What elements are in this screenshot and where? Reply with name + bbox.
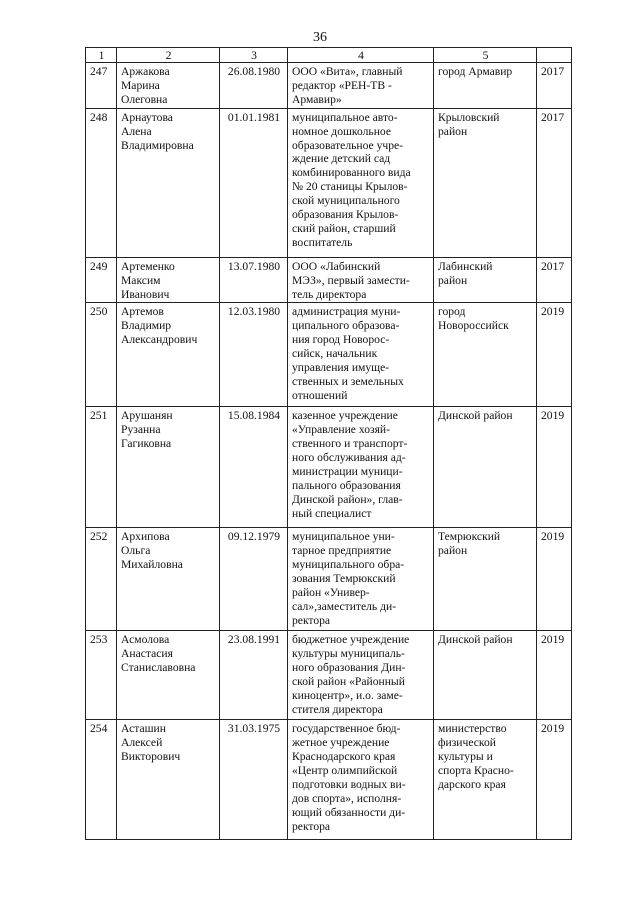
person-name: Арушанян Рузанна Гагиковна bbox=[117, 407, 220, 528]
row-number: 247 bbox=[86, 63, 117, 109]
region: город Новороссийск bbox=[434, 303, 537, 407]
header-cell: 2 bbox=[117, 48, 220, 63]
table-row bbox=[86, 303, 572, 407]
workplace: муниципальное авто- номное дошкольное образовательное учре- ждение детский сад комбинированного вида № 20 станицы Крылов- ской муниципального образования Крылов- ский район, старший воспитатель bbox=[288, 108, 434, 257]
header-cell: 4 bbox=[288, 48, 434, 63]
birth-date: 01.01.1981 bbox=[220, 108, 288, 257]
row-number: 250 bbox=[86, 303, 117, 407]
person-name: Арнаутова Алена Владимировна bbox=[117, 108, 220, 257]
row-number: 251 bbox=[86, 407, 117, 528]
birth-date: 09.12.1979 bbox=[220, 528, 288, 631]
header-cell bbox=[537, 48, 572, 63]
person-name: Асмолова Анастасия Станиславовна bbox=[117, 631, 220, 720]
birth-date: 26.08.1980 bbox=[220, 63, 288, 109]
person-name: Аржакова Марина Олеговна bbox=[117, 63, 220, 109]
year: 2019 bbox=[537, 720, 572, 840]
region: Крыловский район bbox=[434, 108, 537, 257]
header-cell: 3 bbox=[220, 48, 288, 63]
table-row bbox=[86, 257, 572, 303]
row-number: 249 bbox=[86, 257, 117, 303]
year: 2017 bbox=[537, 63, 572, 109]
region: Динской район bbox=[434, 407, 537, 528]
region: Темрюкский район bbox=[434, 528, 537, 631]
table-row bbox=[86, 631, 572, 720]
birth-date: 12.03.1980 bbox=[220, 303, 288, 407]
birth-date: 13.07.1980 bbox=[220, 257, 288, 303]
row-number: 252 bbox=[86, 528, 117, 631]
person-name: Артеменко Максим Иванович bbox=[117, 257, 220, 303]
workplace: бюджетное учреждение культуры муниципаль- ного образования Дин- ской район «Районный киноцентр», и.о. заме- стителя директора bbox=[288, 631, 434, 720]
registry-table bbox=[85, 47, 572, 840]
row-number: 254 bbox=[86, 720, 117, 840]
workplace: казенное учреждение «Управление хозяй- ственного и транспорт- ного обслуживания ад- министрации муници- пального образования Динской район», глав- ный специалист bbox=[288, 407, 434, 528]
workplace: администрация муни- ципального образова- ния город Новорос- сийск, начальник управления имуще- ственных и земельных отношений bbox=[288, 303, 434, 407]
region: город Армавир bbox=[434, 63, 537, 109]
birth-date: 15.08.1984 bbox=[220, 407, 288, 528]
page-number: 36 bbox=[313, 30, 327, 45]
header-cell: 1 bbox=[86, 48, 117, 63]
table-row bbox=[86, 528, 572, 631]
workplace: ООО «Вита», главный редактор «РЕН-ТВ - Армавир» bbox=[288, 63, 434, 109]
year: 2019 bbox=[537, 631, 572, 720]
table-row bbox=[86, 63, 572, 109]
year: 2017 bbox=[537, 257, 572, 303]
region: Динской район bbox=[434, 631, 537, 720]
table-row bbox=[86, 407, 572, 528]
workplace: ООО «Лабинский МЭЗ», первый замести- тель директора bbox=[288, 257, 434, 303]
year: 2017 bbox=[537, 108, 572, 257]
workplace: государственное бюд- жетное учреждение Краснодарского края «Центр олимпийской подготовки водных ви- дов спорта», исполня- ющий обязанности ди- ректора bbox=[288, 720, 434, 840]
region: Лабинский район bbox=[434, 257, 537, 303]
header-row bbox=[86, 48, 572, 63]
workplace: муниципальное уни- тарное предприятие муниципального обра- зования Темрюкский район «Универ- сал»,заместитель ди- ректора bbox=[288, 528, 434, 631]
table-row bbox=[86, 108, 572, 257]
birth-date: 23.08.1991 bbox=[220, 631, 288, 720]
table-row bbox=[86, 720, 572, 840]
row-number: 253 bbox=[86, 631, 117, 720]
header-cell: 5 bbox=[434, 48, 537, 63]
year: 2019 bbox=[537, 407, 572, 528]
row-number: 248 bbox=[86, 108, 117, 257]
person-name: Архипова Ольга Михайловна bbox=[117, 528, 220, 631]
region: министерство физической культуры и спорта Красно- дарского края bbox=[434, 720, 537, 840]
year: 2019 bbox=[537, 303, 572, 407]
person-name: Асташин Алексей Викторович bbox=[117, 720, 220, 840]
person-name: Артемов Владимир Александрович bbox=[117, 303, 220, 407]
birth-date: 31.03.1975 bbox=[220, 720, 288, 840]
year: 2019 bbox=[537, 528, 572, 631]
